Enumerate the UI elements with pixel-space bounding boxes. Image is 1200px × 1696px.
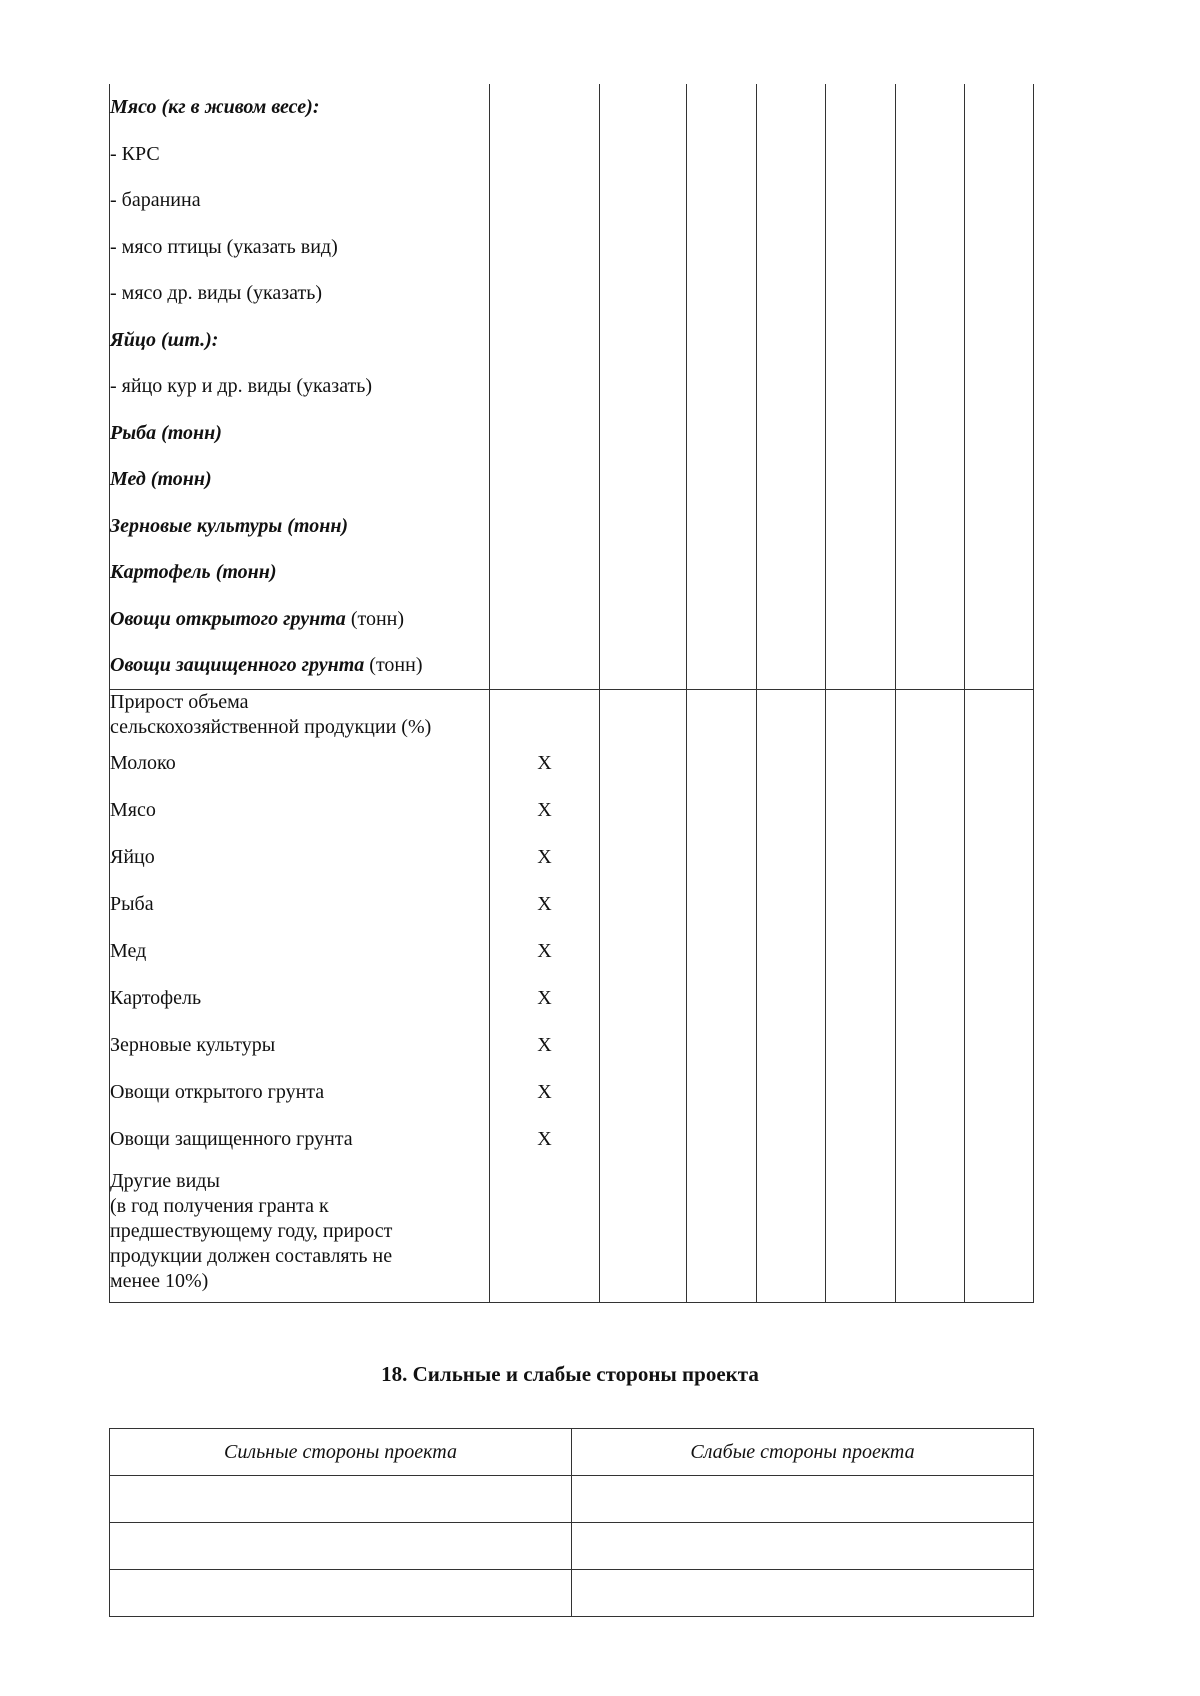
not-applicable-mark: X [490,787,600,834]
growth-label: Рыба [110,881,490,928]
section-18-title: 18. Сильные и слабые стороны проекта [381,1362,759,1386]
growth-label: Мед [110,928,490,975]
product-label-greenhouse-vegetables [110,642,489,689]
growth-label: Мясо [110,787,490,834]
open-vegetables-name: Овощи открытого грунта [110,607,346,630]
value-cell [757,1163,826,1303]
value-cell [896,84,965,689]
product-label-cattle: - КРС [110,142,160,165]
value-cell [965,1163,1034,1303]
weaknesses-header: Слабые стороны проекта [572,1429,1034,1476]
growth-row [110,740,1034,787]
product-label-grain: Зерновые культуры (тонн) [110,514,349,537]
not-applicable-mark: X [490,928,600,975]
growth-other-line2: (в год получения гранта к [110,1194,329,1217]
strengths-weaknesses-table [109,1428,1034,1617]
value-cell [600,689,687,740]
growth-other-row [110,1163,1034,1303]
growth-header-line1: Прирост объема [110,690,249,713]
product-label-honey: Мед (тонн) [110,468,212,490]
growth-other-cell [110,1163,490,1303]
growth-header-cell [110,689,490,740]
growth-other-line3: предшествующему году, прирост [110,1219,393,1242]
growth-row [110,1022,1034,1069]
growth-label: Картофель [110,975,490,1022]
product-label-open-vegetables [110,596,489,643]
value-cell [896,1163,965,1303]
strength-cell[interactable] [110,1476,572,1523]
growth-label: Яйцо [110,834,490,881]
production-volume-body [110,84,1034,1302]
not-applicable-mark: X [490,1022,600,1069]
sw-row [110,1570,1034,1617]
value-cell [757,689,826,740]
not-applicable-mark: X [490,1116,600,1163]
growth-row [110,881,1034,928]
growth-row [110,834,1034,881]
product-label-poultry: - мясо птицы (указать вид) [110,235,338,258]
production-volumes-row [110,84,1034,689]
not-applicable-mark: X [490,740,600,787]
value-cell [826,84,896,689]
not-applicable-mark: X [490,975,600,1022]
growth-label: Овощи защищенного грунта [110,1116,490,1163]
value-cell [600,84,687,689]
strength-cell[interactable] [110,1570,572,1617]
value-cell [687,689,757,740]
growth-header-row [110,689,1034,740]
growth-row [110,787,1034,834]
growth-other-line4: продукции должен составлять не [110,1244,393,1267]
greenhouse-vegetables-unit: (тонн) [364,654,423,676]
value-cell [687,84,757,689]
sw-row [110,1523,1034,1570]
value-cell [965,84,1034,689]
value-cell [757,84,826,689]
open-vegetables-unit: (тонн) [345,607,405,630]
strengths-header: Сильные стороны проекта [110,1429,572,1476]
value-cell [896,689,965,740]
weakness-cell[interactable] [572,1476,1034,1523]
growth-row [110,1116,1034,1163]
weakness-cell[interactable] [572,1570,1034,1617]
growth-other-line1: Другие виды [110,1169,220,1192]
value-cell [826,1163,896,1303]
product-label-potato: Картофель (тонн) [110,561,277,583]
product-label-fish: Рыба (тонн) [110,421,222,444]
not-applicable-mark: X [490,881,600,928]
production-volume-table [109,84,1034,1303]
product-label-chicken-eggs: - яйцо кур и др. виды (указать) [110,375,373,397]
value-cell [687,1163,757,1303]
growth-label: Овощи открытого грунта [110,1069,490,1116]
growth-row [110,975,1034,1022]
product-label-meat: Мясо (кг в живом весе): [110,96,320,118]
growth-header-line2: сельскохозяйственной продукции (%) [110,715,432,738]
growth-other-line5: менее 10%) [110,1269,209,1292]
value-cell [490,84,600,689]
value-cell [826,689,896,740]
product-list-cell [110,84,490,689]
not-applicable-mark: X [490,834,600,881]
value-cell [490,1163,600,1303]
sw-row [110,1476,1034,1523]
value-cell [600,1163,687,1303]
product-label-other-meat: - мясо др. виды (указать) [110,282,323,304]
growth-label: Зерновые культуры [110,1022,490,1069]
growth-label: Молоко [110,740,490,787]
not-applicable-mark: X [490,1069,600,1116]
greenhouse-vegetables-name: Овощи защищенного грунта [110,654,365,676]
sw-header-row [110,1429,1034,1476]
strength-cell[interactable] [110,1523,572,1570]
value-cell [490,689,600,740]
value-cell [965,689,1034,740]
product-label-mutton: - баранина [110,189,201,211]
growth-row [110,928,1034,975]
growth-row [110,1069,1034,1116]
product-label-eggs: Яйцо (шт.): [110,328,219,351]
weakness-cell[interactable] [572,1523,1034,1570]
